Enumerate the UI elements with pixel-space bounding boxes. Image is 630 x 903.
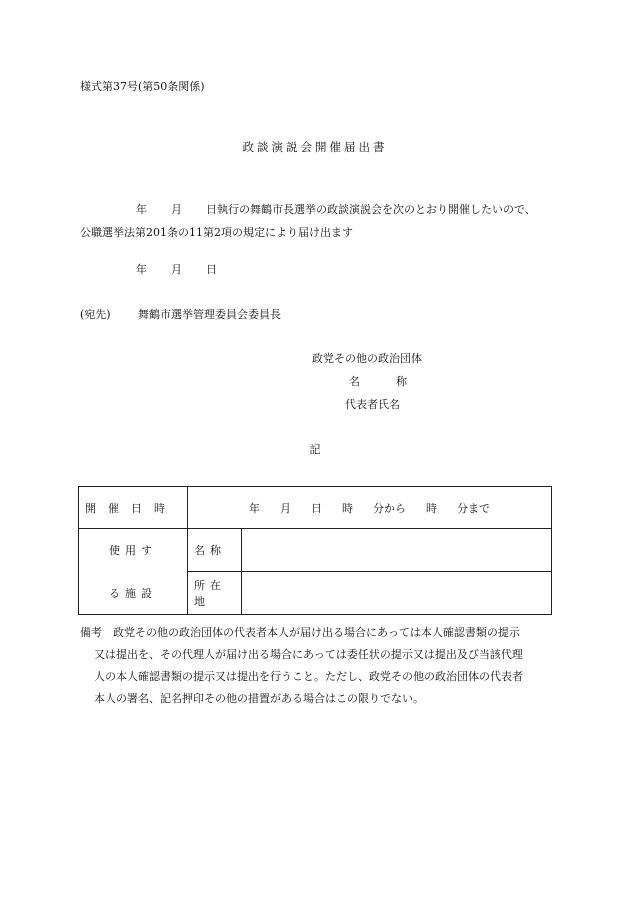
- document-title: 政談演説会開催届出書: [242, 140, 388, 154]
- table-row-facility-location: [79, 572, 552, 615]
- dt-day: 日: [311, 501, 322, 515]
- applicant-name-label: [349, 373, 407, 389]
- submission-date: [80, 261, 217, 277]
- date-year: 年: [136, 263, 147, 276]
- form-number: 様式第37号(第50条関係): [80, 80, 205, 93]
- dt-to: 分まで: [457, 501, 490, 515]
- name-label-a: 名: [349, 375, 360, 388]
- table-row-facility-name: [79, 529, 552, 572]
- facility-label-bottom: る施設: [79, 572, 188, 615]
- facility-location-label: 所在地: [188, 572, 242, 615]
- note-line-2: 又は提出を、その代理人が届け出る場合にあっては委任状の提示又は提出及び当該代理: [94, 648, 523, 661]
- intro-text-1: 日執行の舞鶴市長選挙の政談演説会を次のとおり開催したいので、: [206, 203, 536, 216]
- intro-line-2: 公職選挙法第201条の11第2項の規定により届け出ます: [80, 226, 353, 239]
- representative-label: 代表者氏名: [345, 398, 400, 411]
- facility-name-label: 名称: [188, 529, 242, 572]
- intro-year: 年: [136, 203, 147, 216]
- note-line-3: 人の本人確認書類の提示又は提出を行うこと。ただし、政党その他の政治団体の代表者: [94, 670, 523, 683]
- facility-name-field[interactable]: [242, 529, 552, 572]
- addressee: [80, 306, 281, 322]
- name-label-b: 称: [396, 375, 407, 388]
- datetime-label: 開催日時: [79, 487, 188, 529]
- dt-year: 年: [249, 501, 260, 515]
- remarks-note: [80, 622, 560, 710]
- details-table: [78, 486, 552, 615]
- date-month: 月: [171, 263, 182, 276]
- table-row-datetime: [79, 487, 552, 529]
- dt-to-hour: 時: [426, 501, 437, 515]
- note-line-4: 本人の署名、記名押印その他の措置がある場合はこの限りでない。: [94, 692, 424, 705]
- datetime-value[interactable]: [188, 487, 552, 529]
- addressee-label: (宛先): [80, 308, 111, 321]
- dt-from: 分から: [373, 501, 406, 515]
- addressee-value: 舞鶴市選挙管理委員会委員長: [138, 308, 281, 321]
- dt-month: 月: [280, 501, 291, 515]
- ki-heading: 記: [309, 443, 321, 456]
- dt-hour: 時: [342, 501, 353, 515]
- intro-line-1: [80, 201, 536, 217]
- facility-label-top: 使用す: [79, 529, 188, 572]
- intro-month: 月: [171, 203, 182, 216]
- note-line-1: 備考 政党その他の政治団体の代表者本人が届け出る場合にあっては本人確認書類の提示: [80, 626, 520, 639]
- applicant-org-label: 政党その他の政治団体: [312, 352, 422, 365]
- facility-location-field[interactable]: [242, 572, 552, 615]
- date-day: 日: [206, 263, 217, 276]
